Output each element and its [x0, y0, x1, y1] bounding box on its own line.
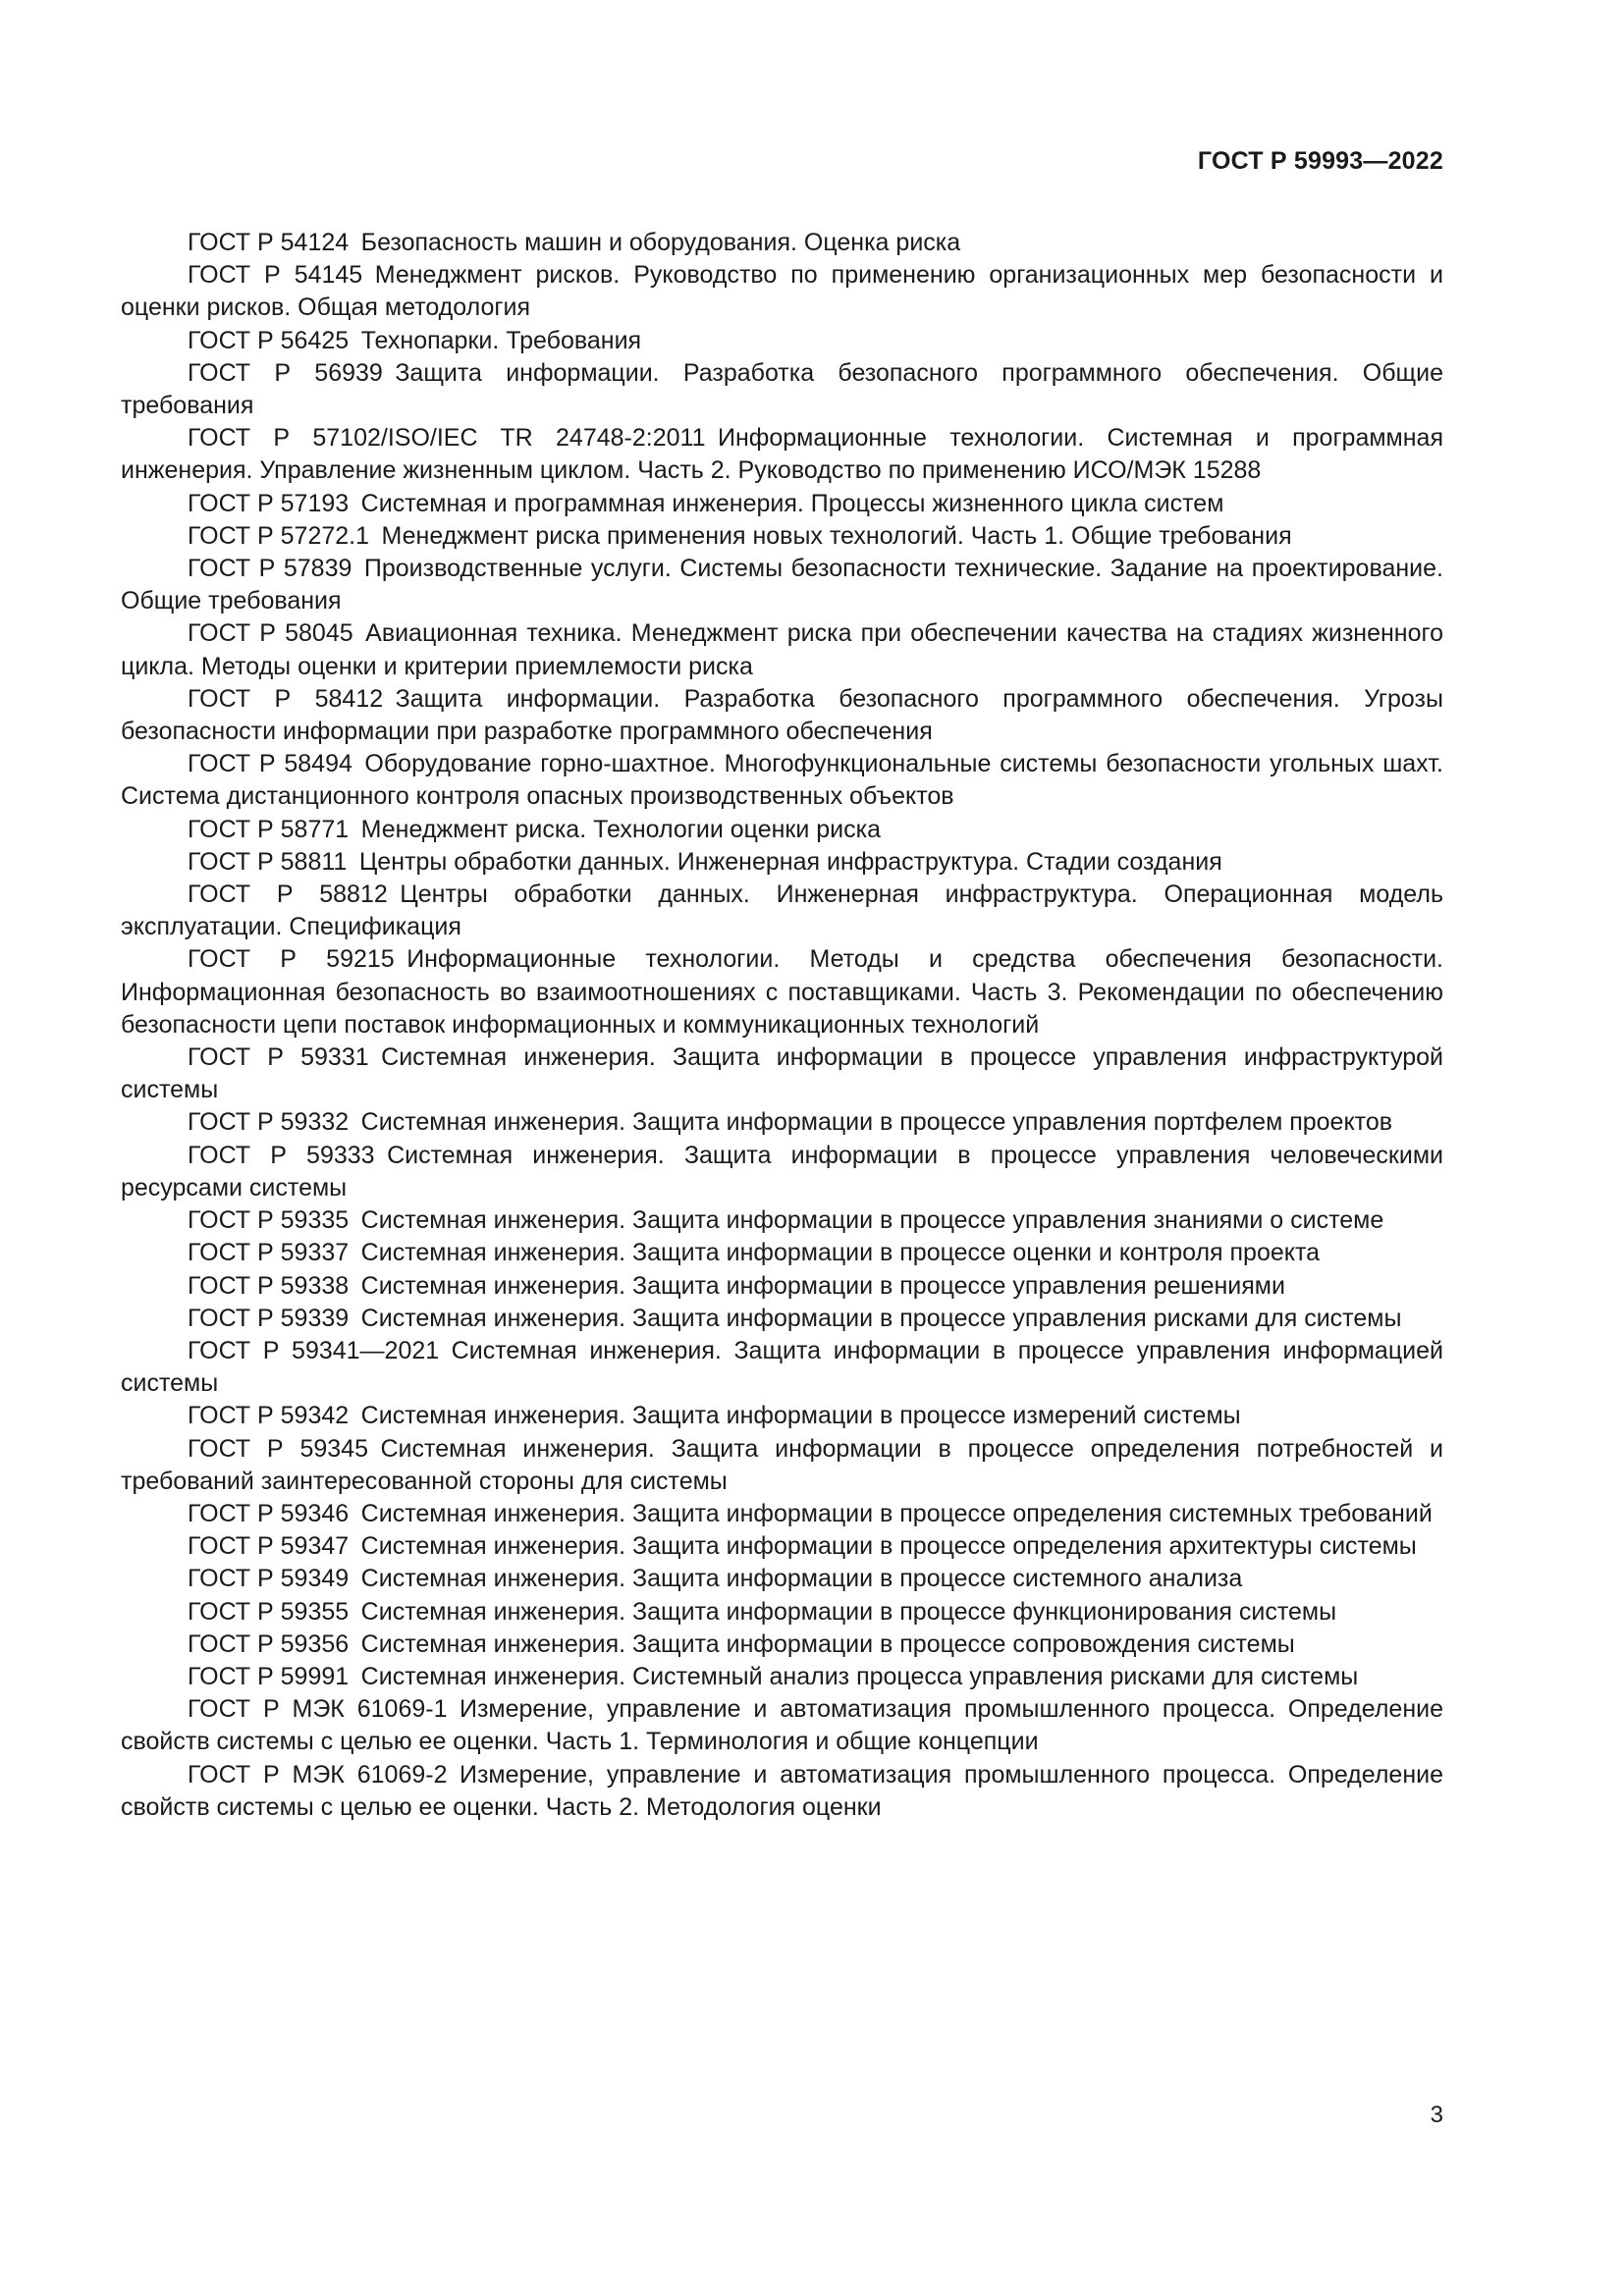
reference-entry: [121, 1270, 1443, 1303]
reference-entry: [121, 488, 1443, 520]
reference-code: ГОСТ Р 57272.1: [188, 521, 370, 550]
reference-title: Системная инженерия. Защита информации в процессе определения архитектуры системы: [360, 1532, 1417, 1561]
reference-code: ГОСТ Р 59347: [188, 1532, 350, 1561]
reference-entry: [121, 1596, 1443, 1629]
reference-code: ГОСТ Р 59332: [188, 1108, 350, 1137]
reference-code: ГОСТ Р 56425: [188, 326, 350, 354]
reference-code: ГОСТ Р 58812: [188, 881, 388, 909]
reference-code: ГОСТ Р 56939: [188, 358, 383, 387]
reference-code: ГОСТ Р 59991: [188, 1662, 350, 1690]
reference-title: Системная инженерия. Защита информации в процессе управления знаниями о системе: [360, 1206, 1384, 1235]
reference-title: Производственные услуги. Системы безопасности технические. Задание на проектирование. Общие требования: [121, 555, 1443, 615]
reference-entry: [121, 227, 1443, 259]
reference-entry: [121, 943, 1443, 1041]
reference-title: Системная инженерия. Защита информации в процессе определения потребностей и требований заинтересованной стороны для системы: [121, 1434, 1443, 1495]
reference-entry: [121, 553, 1443, 617]
reference-title: Центры обработки данных. Инженерная инфраструктура. Операционная модель эксплуатации. Спецификация: [121, 881, 1443, 941]
reference-code: ГОСТ Р 59333: [188, 1141, 375, 1169]
reference-code: ГОСТ Р 59355: [188, 1597, 350, 1626]
reference-entry: [121, 422, 1443, 487]
reference-title: Системная инженерия. Защита информации в процессе управления человеческими ресурсами системы: [121, 1141, 1443, 1201]
reference-code: ГОСТ Р 59345: [188, 1434, 368, 1463]
reference-entry: [121, 748, 1443, 813]
reference-title: Системная инженерия. Защита информации в процессе сопровождения системы: [360, 1629, 1295, 1658]
reference-code: ГОСТ Р 59215: [188, 945, 395, 974]
reference-entry: [121, 1530, 1443, 1563]
reference-entry: [121, 259, 1443, 324]
reference-title: Защита информации. Разработка безопасного программного обеспечения. Угрозы безопасности информации при разработке программного обеспечения: [121, 684, 1443, 746]
reference-code: ГОСТ Р 59337: [188, 1239, 350, 1267]
reference-entry: [121, 1661, 1443, 1693]
reference-title: Измерение, управление и автоматизация промышленного процесса. Определение свойств системы с целью ее оценки. Часть 2. Методология оценки: [121, 1760, 1443, 1821]
reference-entry: [121, 1400, 1443, 1432]
reference-entry: [121, 1106, 1443, 1139]
reference-entry: [121, 1335, 1443, 1400]
reference-title: Системная инженерия. Системный анализ процесса управления рисками для системы: [360, 1662, 1359, 1690]
reference-title: Системная инженерия. Защита информации в процессе оценки и контроля проекта: [360, 1239, 1321, 1267]
reference-entry: [121, 879, 1443, 943]
page-number: 3: [1430, 2102, 1443, 2128]
reference-code: ГОСТ Р 54145: [188, 261, 363, 290]
reference-code: ГОСТ Р 57102/ISO/IEC TR 24748-2:2011: [188, 424, 706, 453]
reference-entry: [121, 1041, 1443, 1106]
reference-title: Центры обработки данных. Инженерная инфраструктура. Стадии создания: [358, 847, 1222, 876]
reference-title: Системная инженерия. Защита информации в процессе системного анализа: [360, 1565, 1243, 1593]
reference-entry: [121, 617, 1443, 682]
reference-title: Системная инженерия. Защита информации в процессе измерений системы: [360, 1402, 1241, 1430]
reference-title: Технопарки. Требования: [360, 326, 642, 354]
reference-code: ГОСТ Р 59335: [188, 1206, 350, 1235]
reference-entry: [121, 520, 1443, 553]
reference-code: ГОСТ Р 59338: [188, 1271, 350, 1300]
reference-entry: [121, 1759, 1443, 1824]
reference-code: ГОСТ Р 59331: [188, 1043, 369, 1072]
normative-references-list: [121, 227, 1443, 1824]
reference-code: ГОСТ Р 58045: [188, 619, 353, 648]
reference-title: Информационные технологии. Методы и средства обеспечения безопасности. Информационная безопасность во взаимоотношениях с поставщиками. Часть 3. Рекомендации по обеспечению безопасности цепи поставок информационных и коммуникационных технологий: [121, 945, 1443, 1039]
reference-title: Оборудование горно-шахтное. Многофункциональные системы безопасности угольных шахт. Система дистанционного контроля опасных производственных объектов: [121, 750, 1443, 811]
reference-entry: [121, 846, 1443, 879]
reference-title: Информационные технологии. Системная и программная инженерия. Управление жизненным циклом. Часть 2. Руководство по применению ИСО/МЭК 15288: [121, 424, 1443, 485]
reference-code: ГОСТ Р 58771: [188, 815, 350, 843]
reference-entry: [121, 1498, 1443, 1530]
reference-title: Защита информации. Разработка безопасного программного обеспечения. Общие требования: [121, 358, 1443, 420]
reference-title: Системная инженерия. Защита информации в процессе определения системных требований: [360, 1499, 1433, 1527]
reference-code: ГОСТ Р 54124: [188, 229, 350, 256]
reference-code: ГОСТ Р 59341—2021: [188, 1336, 440, 1364]
reference-code: ГОСТ Р 58494: [188, 750, 352, 778]
reference-entry: [121, 683, 1443, 748]
reference-code: ГОСТ Р 59339: [188, 1304, 350, 1332]
reference-title: Измерение, управление и автоматизация промышленного процесса. Определение свойств системы с целью ее оценки. Часть 1. Терминология и общие концепции: [121, 1695, 1443, 1756]
reference-entry: [121, 1204, 1443, 1237]
reference-entry: [121, 1237, 1443, 1269]
reference-title: Менеджмент рисков. Руководство по применению организационных мер безопасности и оценки рисков. Общая методология: [121, 261, 1443, 322]
reference-entry: [121, 1563, 1443, 1595]
reference-title: Системная и программная инженерия. Процессы жизненного цикла систем: [360, 489, 1224, 517]
document-header: ГОСТ Р 59993—2022: [1197, 147, 1443, 175]
reference-entry: [121, 814, 1443, 846]
reference-title: Системная инженерия. Защита информации в процессе управления инфраструктурой системы: [121, 1043, 1443, 1104]
reference-code: ГОСТ Р 57193: [188, 489, 350, 517]
reference-entry: [121, 1433, 1443, 1498]
reference-code: ГОСТ Р МЭК 61069-1: [188, 1695, 448, 1724]
reference-entry: [121, 325, 1443, 357]
reference-title: Авиационная техника. Менеджмент риска при обеспечении качества на стадиях жизненного цикла. Методы оценки и критерии приемлемости риска: [121, 619, 1443, 680]
reference-title: Системная инженерия. Защита информации в процессе управления решениями: [360, 1271, 1285, 1300]
reference-title: Менеджмент риска применения новых технологий. Часть 1. Общие требования: [381, 521, 1292, 550]
reference-entry: [121, 1629, 1443, 1661]
reference-code: ГОСТ Р 58412: [188, 684, 384, 713]
reference-entry: [121, 1140, 1443, 1204]
reference-title: Безопасность машин и оборудования. Оценка риска: [360, 229, 961, 256]
reference-title: Системная инженерия. Защита информации в процессе управления информацией системы: [121, 1336, 1443, 1398]
reference-entry: [121, 1303, 1443, 1335]
reference-code: ГОСТ Р 58811: [188, 847, 348, 876]
reference-code: ГОСТ Р 57839: [188, 555, 352, 583]
reference-code: ГОСТ Р 59346: [188, 1499, 350, 1527]
reference-code: ГОСТ Р 59342: [188, 1402, 350, 1430]
reference-title: Системная инженерия. Защита информации в процессе управления портфелем проектов: [360, 1108, 1393, 1137]
reference-title: Менеджмент риска. Технологии оценки риска: [360, 815, 882, 843]
reference-code: ГОСТ Р 59356: [188, 1629, 350, 1658]
reference-code: ГОСТ Р МЭК 61069-2: [188, 1760, 448, 1789]
reference-entry: [121, 357, 1443, 422]
reference-title: Системная инженерия. Защита информации в процессе функционирования системы: [360, 1597, 1337, 1626]
reference-entry: [121, 1693, 1443, 1758]
reference-code: ГОСТ Р 59349: [188, 1565, 350, 1593]
reference-title: Системная инженерия. Защита информации в процессе управления рисками для системы: [360, 1304, 1402, 1332]
